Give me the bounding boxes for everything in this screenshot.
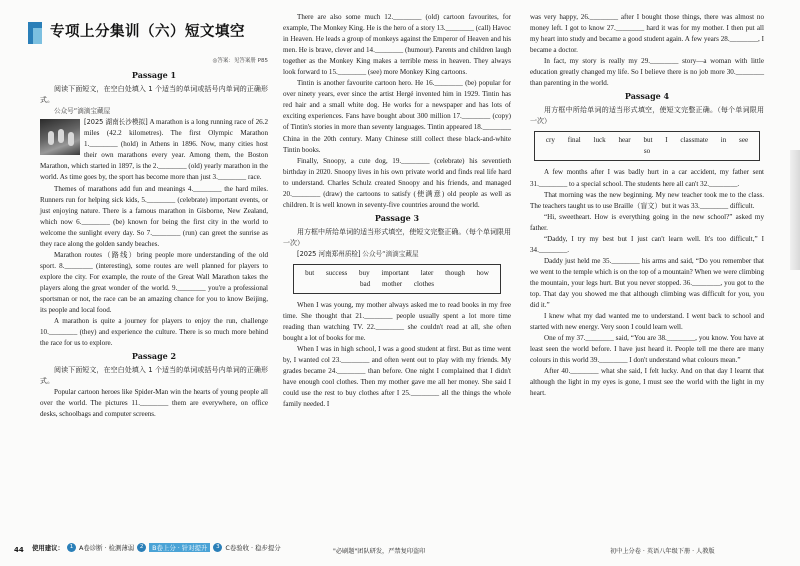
step-2-icon: 2 bbox=[137, 543, 146, 552]
source-tag: [2025 湖南长沙模拟] bbox=[84, 118, 148, 127]
passage-3-source bbox=[283, 249, 511, 260]
page-edge-shadow bbox=[790, 150, 800, 270]
word-box bbox=[293, 264, 501, 294]
usage-steps bbox=[32, 543, 281, 552]
title-tab-decoration-light bbox=[33, 28, 42, 44]
passage-1-intro bbox=[40, 117, 268, 183]
usage-step-3: C卷验收 · 稳步提分 bbox=[225, 544, 281, 552]
step-1-icon: 1 bbox=[67, 543, 76, 552]
answer-reference: ◎答案：见答案册 P85 bbox=[212, 58, 268, 64]
passage-4-paragraph: One of my 37.________ said, “You are 38.________, you know. You have at least seen the world before. I have just heard it. People tell me there are many colours in this world 39.________ I don't understand what colours mean.” bbox=[530, 334, 764, 365]
column-2 bbox=[283, 12, 511, 411]
passage-4-paragraph: That morning was the new beginning. My new teacher took me to the class. The teachers taught us to use Braille（盲文）but it was 33.________ difficult. bbox=[530, 190, 764, 210]
column-1 bbox=[40, 14, 268, 421]
footer-series: 初中上分卷 · 英语八年级下册 · 人教版 bbox=[610, 548, 715, 555]
usage-step-2: B卷上分 · 针对提升 bbox=[149, 543, 210, 552]
footer bbox=[0, 538, 800, 566]
passage-1-paragraph: Themes of marathons add fun and meanings 4.________ the hard miles. Runners run for helping sick kids, 5.________ (celebrate) important events, or just enjoying nature. There is a famous marathon in Gisborne, New Zealand, which now 6.________ (be) known for being the first city in the world to welcome the sunlight every day. So 7.________ (run) can greet the sunrise as they race along the golden sandy beaches. bbox=[40, 184, 268, 248]
column-3 bbox=[530, 12, 764, 399]
word-box-line: bad mother clothes bbox=[360, 280, 434, 289]
footer-slogan: "必刷题"团队研发，严禁复印盗印 bbox=[333, 548, 426, 555]
passage-4-paragraph: After 40.________ what she said, I felt lucky. And on that day I learnt that although the light in my eyes is gone, I must see the world with the light in my heart. bbox=[530, 367, 764, 398]
usage-label: 使用建议： bbox=[32, 544, 64, 552]
passage-2-heading: Passage 2 bbox=[131, 351, 177, 362]
watermark: 公众号“滴滴宝藏屋 bbox=[362, 249, 419, 258]
passage-3-instruction: 用方框中所给单词的适当形式填空，使短文完整正确。（每个单词限用一次） bbox=[283, 227, 511, 247]
passage-4-heading: Passage 4 bbox=[624, 91, 670, 102]
marathon-photo bbox=[40, 119, 80, 155]
passage-4-paragraph: A few months after I was badly hurt in a car accident, my father sent 31.________ to a special school. The students here all can't 32.________. bbox=[530, 168, 764, 188]
passage-2-paragraph: Tintin is another favourite cartoon hero. He 16.________ (be) popular for over ninety years, ever since the artist Hergé invented him in 1929. Tintin has red hair and a small white dog. He works for a newspaper and has lots of exciting experiences. Fans have bought about 300 million 17.________ (copy) of Tintin's stories in more than seventy languages. Tintin appeared 18.________ China in the 20th century. Many Chinese still collect these black-and-white Tintin books. bbox=[283, 79, 511, 154]
passage-2-paragraph: Popular cartoon heroes like Spider-Man win the hearts of young people all over the world. The pictures 11.________ them are everywhere, on office desks, schoolbags and computer screens. bbox=[40, 388, 268, 419]
source-tag: [2025 河南郑州质检] bbox=[297, 249, 361, 258]
page-number: 44 bbox=[14, 546, 24, 554]
passage-4-paragraph: Daddy just held me 35.________ his arms and said, “Do you remember that we went to the temple which is on the top of a mountain? When we were climbing the mountain, your legs hurt. But you never stopped. 36.________, you got to the top. That day you showed me that although climbing was difficult for you, you did it.” bbox=[530, 256, 764, 310]
passage-1-paragraph: Marathon routes（路线）bring people more understanding of the old sport. 8.________ (interesting), some routes are well planned for players to explore the city. For example, the route of the Great Wall Marathon takes the players along the great wonder of the world. 9.________ you're a professional sportsman or not, the race can be an amazing chance for you to know Beijing, its people and local food. bbox=[40, 250, 268, 315]
passage-1-paragraph: A marathon is quite a journey for players to enjoy the run, challenge 10.________ (they) and experience the culture. There is so much more behind the race for us to explore. bbox=[40, 317, 268, 348]
passage-4-paragraph: I knew what my dad wanted me to understand. I went back to school and started with new energy. Very soon I could learn well. bbox=[530, 312, 764, 332]
page-title: 专项上分集训（六）短文填空 bbox=[50, 24, 245, 40]
passage-4-paragraph: “Daddy, I try my best but I just can't learn well. It's too difficult,” I 34.________. bbox=[530, 234, 764, 254]
watermark: 公众号“滴滴宝藏屋 bbox=[54, 107, 111, 116]
passage-4-instruction: 用方框中所给单词的适当形式填空，使短文完整正确。（每个单词限用一次） bbox=[530, 106, 764, 126]
passage-2-instruction: 阅读下面短文，在空白处填入 1 个适当的单词或括号内单词的正确形式。 bbox=[40, 366, 268, 386]
passage-1-paragraph: A marathon is a long running race of 26.2 miles (42.2 kilometres). The first Olympic Marathon 1.________ (hold) in Athens in 1896. Now, many cities host their own marathons every year. Among them, the Boston Marathon, which started in 1897, is the 2.________ (old) yearly marathon in the world. As time goes by, the sport has become more than just 3.________ race. bbox=[40, 118, 268, 182]
word-box-line: but success buy important later though how bbox=[305, 269, 489, 278]
passage-3-paragraph: When I was young, my mother always asked me to read books in my free time. She thought that 21.________ people usually spent a lot more time reading than watching TV. 22.________ she couldn't read at all, she often bought a lot of books for me. bbox=[283, 301, 511, 343]
passage-2-paragraph: There are also some much 12.________ (old) cartoon favourites, for example, The Monkey King. He is the hero of a story 13.________ (call) Havoc in Heaven. He leads a group of monkeys against the Emperor of Heaven and his men. He is brave, clever and 14.________ (humour). Parents and children laugh together as the Monkey King makes a terrible mess in heaven. They always look forward to 15.________ (see) more Monkey King cartoons. bbox=[283, 13, 511, 77]
passage-2-paragraph: Finally, Snoopy, a cute dog, 19.________ (celebrate) his seventieth birthday in 2020. Snoopy lives in his own private world and finds real life hard to understand. Charles Schulz created Snoopy and his friends, and managed 20.________ (draw) the cartoons to satisfy (使满意) old people as well as children. It is well known in seventy-five countries around the world. bbox=[283, 156, 511, 209]
passage-4-paragraph: “Hi, sweetheart. How is everything going in the new school?” asked my father. bbox=[530, 212, 764, 232]
step-3-icon: 3 bbox=[213, 543, 222, 552]
passage-3-paragraph: was very happy, 26.________ after I bought those things, there was almost no money left. I got to know 27.________ hard it was for my mother. I then put all my heart into study and became a good student again. A few years 28.________, I became a doctor. bbox=[530, 13, 764, 55]
passage-3-heading: Passage 3 bbox=[374, 212, 420, 223]
word-box: cry final luck hear but I classmate in see so bbox=[534, 131, 760, 161]
usage-step-1: A卷诊断 · 检测薄弱 bbox=[78, 544, 135, 552]
passage-1-instruction: 阅读下面短文，在空白处填入 1 个适当的单词或括号内单词的正确形式。 bbox=[40, 85, 268, 105]
passage-1-heading: Passage 1 bbox=[131, 70, 177, 81]
title-bar bbox=[28, 14, 268, 52]
passage-3-paragraph: In fact, my story is really my 29.________ story—a woman with little education greatly changed my life. So I believe there is no job more 30.________ than parenting in the world. bbox=[530, 57, 764, 88]
passage-3-paragraph: When I was in high school, I was a good student at first. But as time went by, I wanted col 23.________ and often went out to play with my friends. My grades became 24.________ than before. One night I complained that I didn't have enough cool clothes. Then my mother gave me all her money. She said I could use the rest to buy clothes after I 25.________ all the things the whole family needed. I bbox=[283, 345, 511, 409]
